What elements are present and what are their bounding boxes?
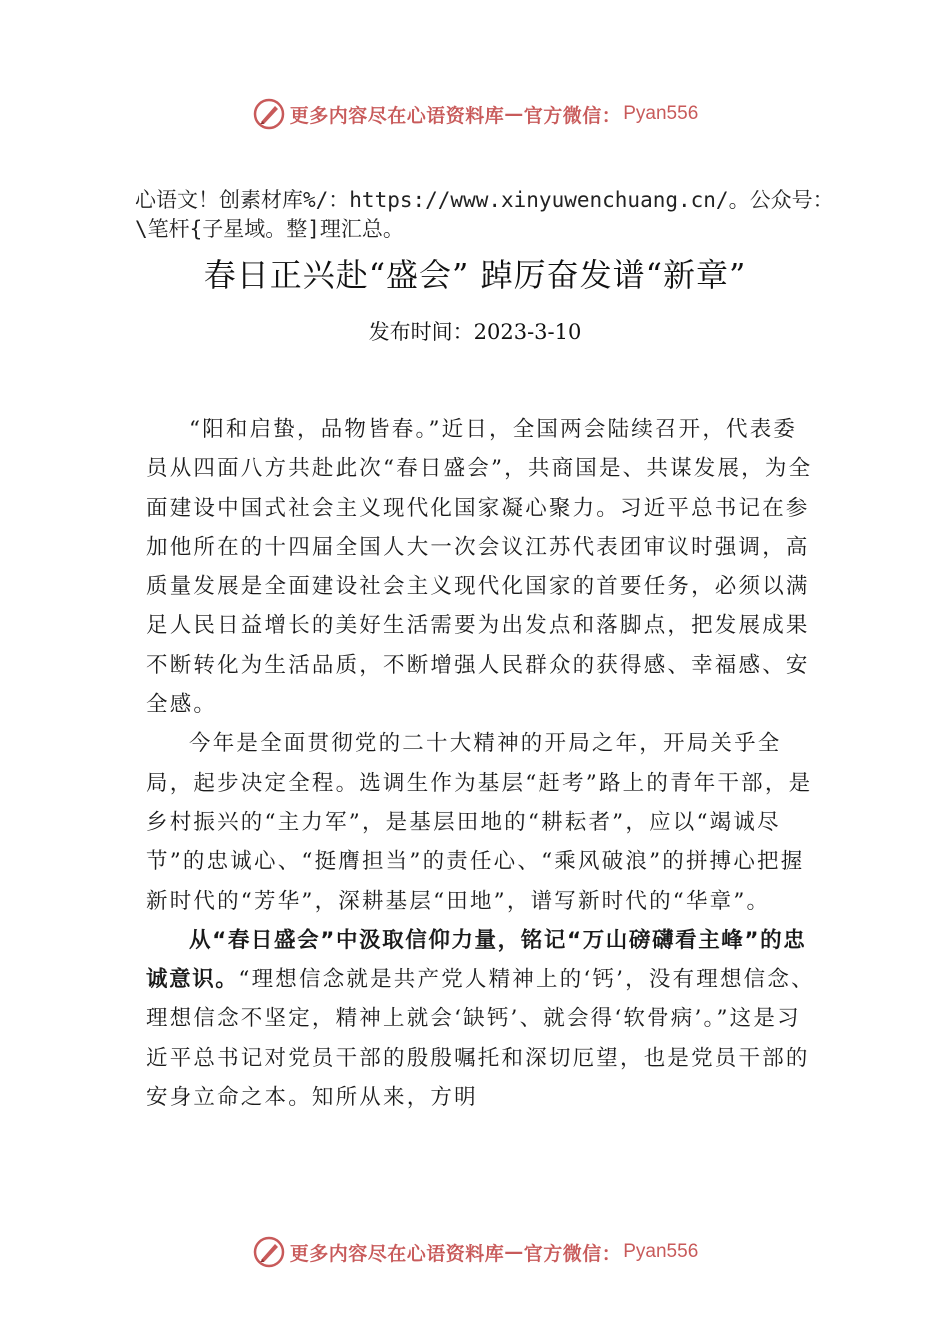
brush-pen-icon [252, 1235, 286, 1269]
brush-pen-icon [252, 97, 286, 131]
paragraph-3 [146, 921, 818, 1117]
source-note: 心语文！创素材库%/：https://www.xinyuwenchuang.cn/。公众号：\笔杆{子星域。整]理汇总。 [135, 188, 834, 241]
footer-banner [0, 1232, 950, 1272]
banner-separator: — [504, 1241, 524, 1263]
paragraph-3-heading: 从“春日盛会”中汲取信仰力量，铭记“万山磅礴看主峰”的忠诚意识。 [146, 927, 807, 993]
publish-date: 发布时间：2023-3-10 [368, 320, 582, 344]
banner-text: 更多内容尽在心语资料库 [289, 104, 505, 127]
banner-text: 更多内容尽在心语资料库 [289, 1242, 505, 1265]
paragraph-3-text: “理想信念就是共产党人精神上的‘钙’，没有理想信念、理想信念不坚定，精神上就会‘缺钙’、就会得‘软骨病’。”这是习近平总书记对党员干部的殷殷嘱托和深切 [146, 967, 815, 1071]
article-title: 春日正兴赴“盛会” 踔厉奋发谱“新章” [203, 256, 747, 294]
paragraph-2: 今年是全面贯彻党的二十大精神的开局之年，开局关乎全局，起步决定全程。选调生作为基层“赶考”路上的青年干部，是乡村振兴的“主力军”，是基层田地的“耕耘者”，应以“竭诚尽节”的忠诚心、“挺膺担当”的责任心、“乘风破浪”的拼搏心把握新时代的“芳华”，深耕基层“田地”，谱写新时代的“华章”。 [146, 731, 813, 914]
banner-wechat-id: Pyan556 [623, 1241, 699, 1262]
article-body [146, 410, 818, 1117]
banner-separator: — [504, 103, 524, 125]
header-banner [0, 94, 950, 134]
banner-wechat-id: Pyan556 [623, 103, 699, 124]
banner-wechat-label: 官方微信： [523, 1242, 622, 1265]
paragraph-3-tail: 厄望，也是党员干部的安身立命之本。知所从来，方明 [146, 1045, 810, 1111]
paragraph-1: “阳和启蛰，品物皆春。”近日，全国两会陆续召开，代表委员从四面八方共赴此次“春日盛会”，共商国是、共谋发展，为全面建设中国式社会主义现代化国家凝心聚力。习近平总书记在参加他所在的十四届全国人大一次会议江苏代表团审议时强调，高质量发展是全面建设社会主义现代化国家的首要任务，必须以满足人民日益增长的美好生活需要为出发点和落脚点，把发展成果不断转化为生活品质，不断增强人民群众的获得感、幸福感、安全感。 [146, 417, 813, 718]
banner-wechat-label: 官方微信： [523, 104, 622, 127]
